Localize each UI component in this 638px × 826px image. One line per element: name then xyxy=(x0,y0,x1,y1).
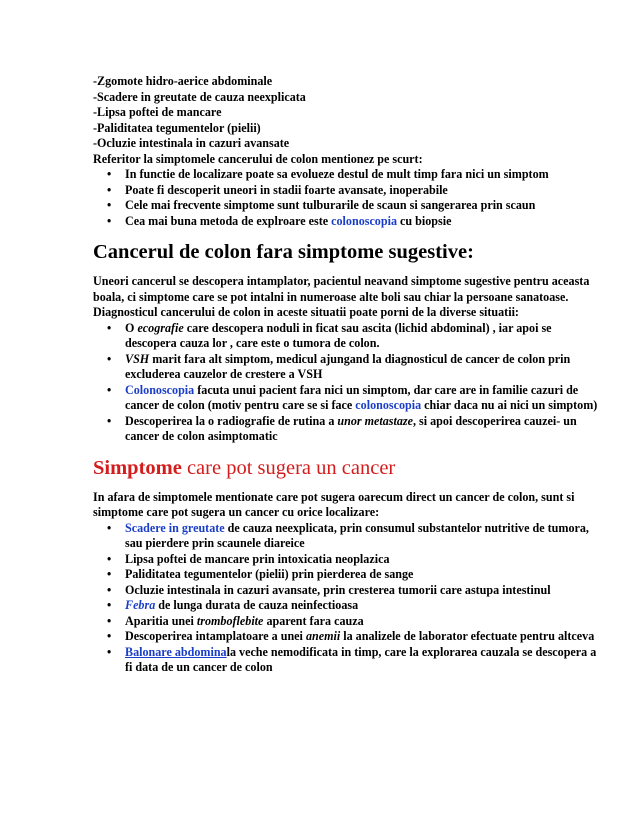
list-item: • Poate fi descoperit uneori in stadii foarte avansate, inoperabile xyxy=(125,183,598,199)
heading-rest: care pot sugera un cancer xyxy=(181,456,396,479)
symptom-line: -Zgomote hidro-aerice abdominale xyxy=(93,74,273,88)
list-item xyxy=(125,598,598,614)
colonoscopy-link[interactable]: colonoscopia xyxy=(355,398,422,412)
item-text: chiar daca nu ai nici un simptom) xyxy=(421,398,598,412)
list-item xyxy=(125,414,598,445)
item-text: Descoperirea intamplatoare a unei xyxy=(125,629,306,643)
item-text: Descoperirea la o radiografie de rutina a xyxy=(125,413,338,428)
section-heading: Cancerul de colon fara simptome sugestive: xyxy=(93,241,474,263)
item-text: care descopera noduli in ficat sau ascita (lichid abdominal) , iar apoi se descopera cauza lor , care este o tumora de colon. xyxy=(125,320,552,350)
paragraph: Diagnosticul cancerului de colon in aceste situatii poate porni de la diverse situatii: xyxy=(93,305,519,319)
colonoscopy-link[interactable]: colonoscopia xyxy=(331,213,397,228)
ecography-term: ecografie xyxy=(137,320,184,335)
section-heading xyxy=(93,456,598,480)
list-item xyxy=(125,352,598,383)
symptom-line: -Lipsa poftei de mancare xyxy=(93,105,222,119)
list-item xyxy=(125,214,598,230)
item-text: de cauza neexplicata, prin consumul substantelor nutritive de tumora, sau pierdere prin scaunele diareice xyxy=(125,520,589,550)
item-text: marit fara alt simptom, medicul ajungand la diagnosticul de cancer de colon prin excluderea cauzelor de crestere a VSH xyxy=(125,351,571,381)
list-item: • Paliditatea tegumentelor (pielii) prin pierderea de sange xyxy=(125,567,598,583)
fever-link[interactable]: Febra xyxy=(125,598,156,612)
item-text: aparent fara cauza xyxy=(263,613,364,628)
list-item xyxy=(125,383,598,414)
paragraph: In afara de simptomele mentionate care pot sugera oarecum direct un cancer de colon, sunt si simptome care pot sugera un cancer cu orice localizare: xyxy=(93,489,575,519)
diagnosis-list xyxy=(93,321,598,445)
item-text: Aparitia unei xyxy=(125,613,197,628)
item-text: cu biopsie xyxy=(397,213,452,228)
intro-summary-line: Referitor la simptomele cancerului de colon mentionez pe scurt: xyxy=(93,151,423,166)
colonoscopy-link[interactable]: Colonoscopia xyxy=(125,382,195,397)
list-item xyxy=(125,645,598,676)
summary-list xyxy=(93,167,598,229)
list-item: • Ocluzie intestinala in cazuri avansate, prin cresterea tumorii care astupa intestinul xyxy=(125,583,598,599)
section3-body xyxy=(93,490,598,676)
list-item xyxy=(125,629,598,645)
symptom-line: -Paliditatea tegumentelor (pielii) xyxy=(93,120,261,135)
item-text: la analizele de laborator efectuate pentru altceva xyxy=(340,629,595,643)
list-item xyxy=(125,521,598,552)
thrombophlebitis-term: tromboflebite xyxy=(196,613,264,628)
item-text: O xyxy=(125,320,138,335)
list-item: • Lipsa poftei de mancare prin intoxicatia neoplazica xyxy=(125,552,598,568)
list-item xyxy=(125,614,598,630)
intro-block xyxy=(93,74,598,229)
weight-loss-link[interactable]: Scadere in greutate xyxy=(125,520,225,535)
symptom-line: -Scadere in greutate de cauza neexplicata xyxy=(93,89,306,104)
list-item: • In functie de localizare poate sa evolueze destul de mult timp fara nici un simptom xyxy=(125,167,598,183)
item-text: Cea mai buna metoda de explroare este xyxy=(125,213,332,228)
item-text: la veche nemodificata in timp, care la explorarea cauzala se descopera a fi data de un cancer de colon xyxy=(125,644,597,674)
list-item xyxy=(125,321,598,352)
section2-body xyxy=(93,274,598,445)
item-text: de lunga durata de cauza neinfectioasa xyxy=(155,598,359,612)
symptom-line: -Ocluzie intestinala in cazuri avansate xyxy=(93,136,290,150)
heading-bold-word: Simptome xyxy=(93,456,182,479)
symptoms-list xyxy=(93,521,598,676)
list-item: • Cele mai frecvente simptome sunt tulburarile de scaun si sangerarea prin scaun xyxy=(125,198,598,214)
bloating-link[interactable]: Balonare abdomina xyxy=(125,644,227,659)
anemia-term: anemii xyxy=(305,629,341,643)
item-text: , si apoi descoperirea cauzei- un cancer de colon asimptomatic xyxy=(125,413,577,443)
metastases-term: unor metastaze xyxy=(337,413,413,428)
item-text: facuta unui pacient fara nici un simptom, dar care are in familie cazuri de cancer de colon (motiv pentru care se si face xyxy=(125,382,579,412)
vsh-term: VSH xyxy=(125,351,150,366)
paragraph: Uneori cancerul se descopera intamplator, pacientul neavand simptome sugestive pentru aceasta boala, ci simptome care se pot intalni in numeroase alte boli sau chiar la persoane sanatoase. xyxy=(93,274,590,304)
